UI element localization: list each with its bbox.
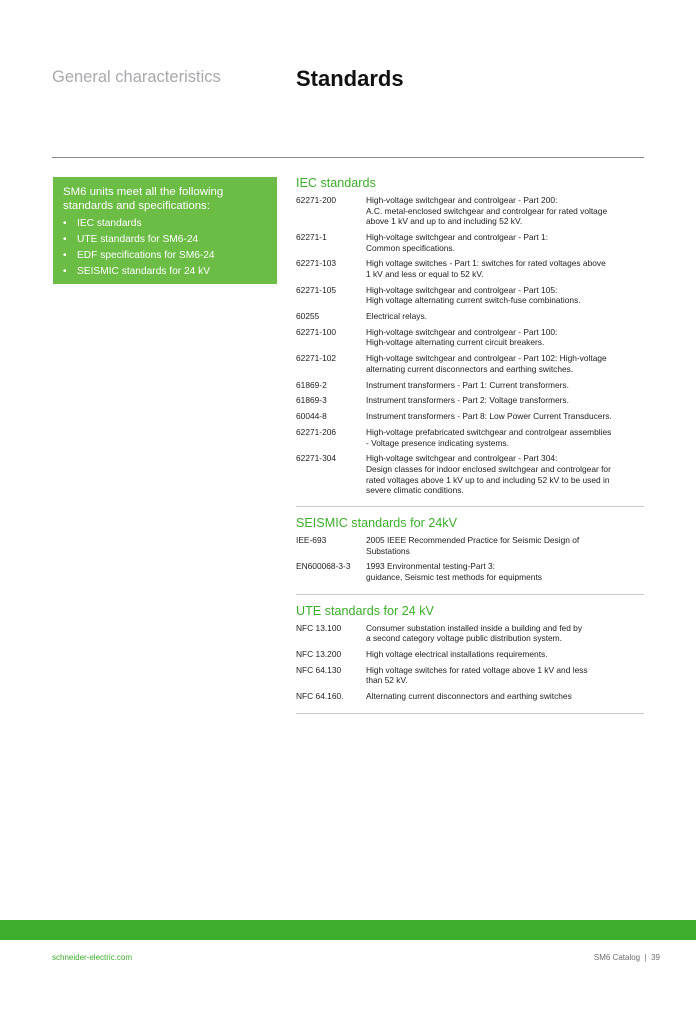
- standard-row: [296, 665, 644, 686]
- intro-heading: SM6 units meet all the following standards and specifications:: [63, 186, 224, 212]
- standard-row: [296, 258, 644, 279]
- standard-description: High-voltage switchgear and controlgear - Part 100: High-voltage alternating current circuit breakers.: [366, 326, 558, 348]
- standard-code: NFC 13.100: [296, 622, 342, 633]
- intro-list-item: • EDF specifications for SM6-24: [63, 248, 267, 264]
- standard-code: 61869-3: [296, 395, 327, 406]
- intro-list-item: • IEC standards: [63, 216, 267, 232]
- standard-row: [296, 327, 644, 348]
- standard-code: 62271-100: [296, 326, 337, 337]
- standard-code: 62271-102: [296, 353, 337, 364]
- standard-code: 62271-1: [296, 231, 327, 242]
- bullet-icon: •: [63, 218, 67, 229]
- ute-standards-section: [296, 595, 644, 714]
- standard-description: High-voltage switchgear and controlgear - Part 1: Common specifications.: [366, 231, 549, 253]
- standard-row: [296, 353, 644, 374]
- standard-description: High voltage switches - Part 1: switches for rated voltages above 1 kV and less or equal to 52 kV.: [366, 258, 606, 279]
- standard-code: 62271-103: [296, 258, 337, 269]
- section-label: General characteristics: [52, 68, 221, 86]
- section-title: IEC standards: [296, 176, 376, 190]
- standard-code: 62271-206: [296, 426, 337, 437]
- standard-row: [296, 195, 644, 227]
- standard-description: High-voltage prefabricated switchgear and controlgear assemblies - Voltage presence indicating systems.: [366, 426, 612, 448]
- standard-row: [296, 649, 644, 660]
- website-link[interactable]: schneider-electric.com: [52, 953, 133, 962]
- standard-description: 2005 IEEE Recommended Practice for Seismic Design of Substations: [366, 534, 580, 556]
- standard-row: [296, 623, 644, 644]
- standard-code: 62271-105: [296, 284, 337, 295]
- standard-row: [296, 535, 644, 556]
- standard-row: [296, 285, 644, 306]
- page-title: Standards: [296, 66, 404, 91]
- page-number: SM6 Catalog | 39: [593, 953, 660, 962]
- standard-description: Alternating current disconnectors and earthing switches: [366, 691, 572, 702]
- intro-list-item: • UTE standards for SM6-24: [63, 232, 267, 248]
- header-divider: [52, 157, 644, 158]
- footer-band: [0, 920, 696, 940]
- standard-description: Instrument transformers - Part 8: Low Power Current Transducers.: [366, 411, 612, 422]
- standard-code: EN600068-3-3: [296, 561, 351, 572]
- standard-code: 60255: [296, 311, 320, 322]
- standard-row: [296, 453, 644, 495]
- standard-code: 62271-200: [296, 195, 337, 205]
- standard-code: NFC 64.130: [296, 664, 342, 675]
- standard-code: 62271-304: [296, 453, 337, 464]
- standard-row: [296, 561, 644, 582]
- iec-standards-section: [296, 176, 644, 507]
- bullet-icon: •: [63, 234, 67, 245]
- bullet-icon: •: [63, 250, 67, 261]
- intro-list-item: • SEISMIC standards for 24 kV: [63, 264, 267, 280]
- seismic-standards-section: [296, 507, 644, 595]
- standard-description: High-voltage switchgear and controlgear - Part 102: High-voltage alternating current disconnectors and earthing switches.: [366, 353, 607, 374]
- standard-code: NFC 64.160.: [296, 691, 344, 702]
- standard-row: [296, 427, 644, 448]
- standard-code: 60044-8: [296, 411, 327, 422]
- bullet-icon: •: [63, 266, 67, 277]
- section-title: UTE standards for 24 kV: [296, 603, 434, 618]
- standard-row: [296, 411, 644, 422]
- standard-row: [296, 232, 644, 253]
- standard-row: [296, 311, 644, 322]
- standard-code: 61869-2: [296, 379, 327, 390]
- standard-description: Instrument transformers - Part 2: Voltage transformers.: [366, 395, 569, 406]
- section-title: SEISMIC standards for 24kV: [296, 515, 457, 530]
- standard-row: [296, 380, 644, 391]
- standard-description: High-voltage switchgear and controlgear - Part 200: A.C. metal-enclosed switchgear and controlgear for rated voltage above 1 kV and up to and including 52 kV.: [366, 195, 608, 227]
- standard-description: High voltage switches for rated voltage above 1 kV and less than 52 kV.: [366, 664, 588, 686]
- standard-description: 1993 Environmental testing-Part 3: guidance, Seismic test methods for equipments: [366, 561, 542, 582]
- standard-row: [296, 691, 644, 702]
- standard-description: Instrument transformers - Part 1: Current transformers.: [366, 379, 569, 390]
- standard-description: Electrical relays.: [366, 311, 427, 322]
- intro-list: [63, 216, 267, 280]
- standard-description: High-voltage switchgear and controlgear - Part 304: Design classes for indoor enclosed switchgear and controlgear for rated voltages above 1 kV up to and including 52 kV to be used in severe climatic conditions.: [366, 453, 611, 496]
- standard-code: NFC 13.200: [296, 649, 342, 660]
- standard-description: High voltage electrical installations requirements.: [366, 649, 548, 660]
- intro-box: [53, 177, 277, 284]
- standard-row: [296, 395, 644, 406]
- standard-description: Consumer substation installed inside a building and fed by a second category voltage public distribution system.: [366, 622, 583, 644]
- standard-code: IEE-693: [296, 534, 327, 545]
- standard-description: High-voltage switchgear and controlgear - Part 105: High voltage alternating current switch-fuse combinations.: [366, 284, 581, 306]
- standards-content: [296, 176, 644, 714]
